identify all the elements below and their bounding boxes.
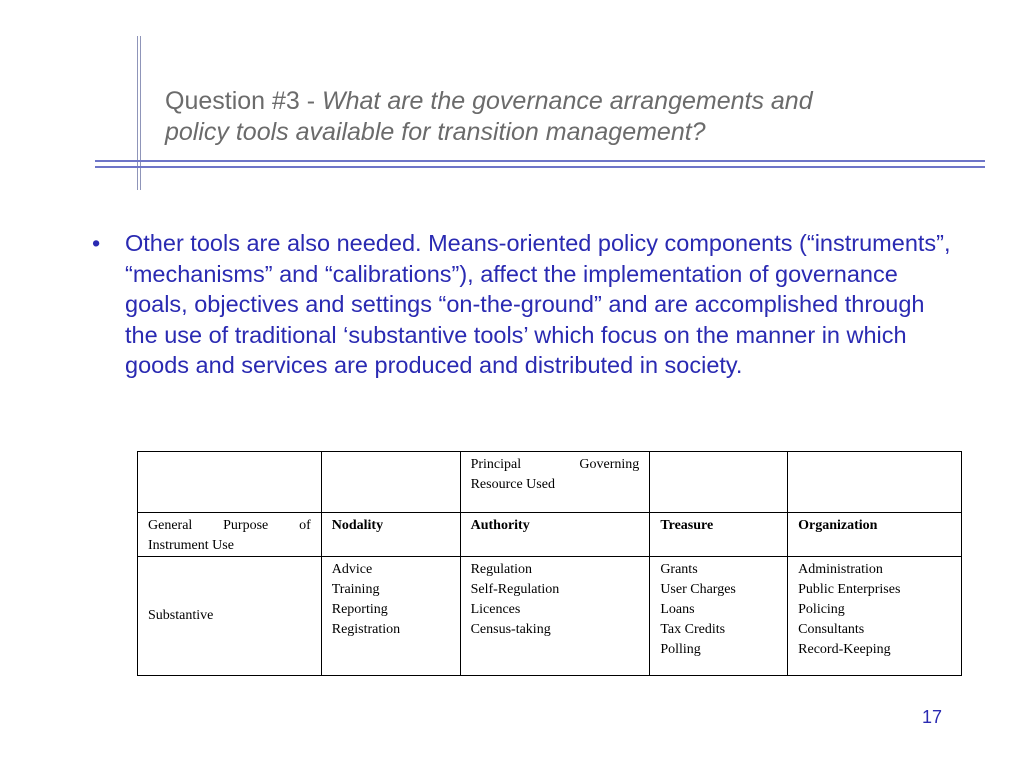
table-cell	[650, 452, 788, 513]
list-item: Census-taking	[470, 622, 551, 637]
slide-title	[165, 86, 955, 148]
table-cell	[138, 452, 322, 513]
authority-cell	[460, 557, 650, 676]
title-divider-horizontal-top	[95, 160, 985, 162]
list-item: Consultants	[798, 622, 865, 637]
substantive-label: Substantive	[138, 557, 322, 676]
list-item: Training	[331, 582, 380, 597]
bullet-marker: •	[92, 230, 101, 256]
nodality-cell	[321, 557, 460, 676]
title-divider-horizontal-bottom	[95, 166, 985, 168]
treasure-cell	[650, 557, 788, 676]
column-header-authority: Authority	[460, 513, 650, 557]
list-item: Administration	[798, 562, 883, 577]
list-item: Self-Regulation	[470, 582, 560, 597]
list-item: Reporting	[331, 602, 388, 617]
column-header-organization: Organization	[788, 513, 962, 557]
table-cell	[321, 452, 460, 513]
list-item: Grants	[660, 562, 698, 577]
general-purpose-label: General Purpose of Instrument Use	[138, 513, 322, 557]
list-item: Public Enterprises	[798, 582, 901, 597]
list-item: User Charges	[660, 582, 736, 597]
table-cell	[788, 452, 962, 513]
title-question-line2: policy tools available for transition management?	[165, 118, 706, 146]
bullet-text: Other tools are also needed. Means-oriented policy components (“instruments”, “mechanisms” and “calibrations”), affect the implementation of governance goals, objectives and settings “on-the-ground” and are accomplished through the use of traditional ‘substantive tools’ which focus on the manner in which goods and services are produced and distributed in society.	[125, 230, 951, 379]
list-item: Polling	[660, 642, 701, 657]
page-number: 17	[922, 707, 943, 727]
policy-tools-table	[137, 451, 962, 676]
list-item: Advice	[331, 562, 373, 577]
list-item: Regulation	[470, 562, 533, 577]
table-row	[138, 557, 962, 676]
list-item: Tax Credits	[660, 622, 726, 637]
organization-cell	[788, 557, 962, 676]
column-header-treasure: Treasure	[650, 513, 788, 557]
list-item: Loans	[660, 602, 695, 617]
list-item: Record-Keeping	[798, 642, 891, 657]
list-item: Registration	[331, 622, 401, 637]
table-header-row	[138, 452, 962, 513]
column-header-nodality: Nodality	[321, 513, 460, 557]
principal-governing-resource-header: Principal Governing Resource Used	[460, 452, 650, 513]
table-label-row	[138, 513, 962, 557]
list-item: Licences	[470, 602, 521, 617]
title-prefix: Question #3 -	[165, 87, 323, 115]
title-question-line1: What are the governance arrangements and	[322, 87, 813, 115]
list-item: Policing	[798, 602, 845, 617]
